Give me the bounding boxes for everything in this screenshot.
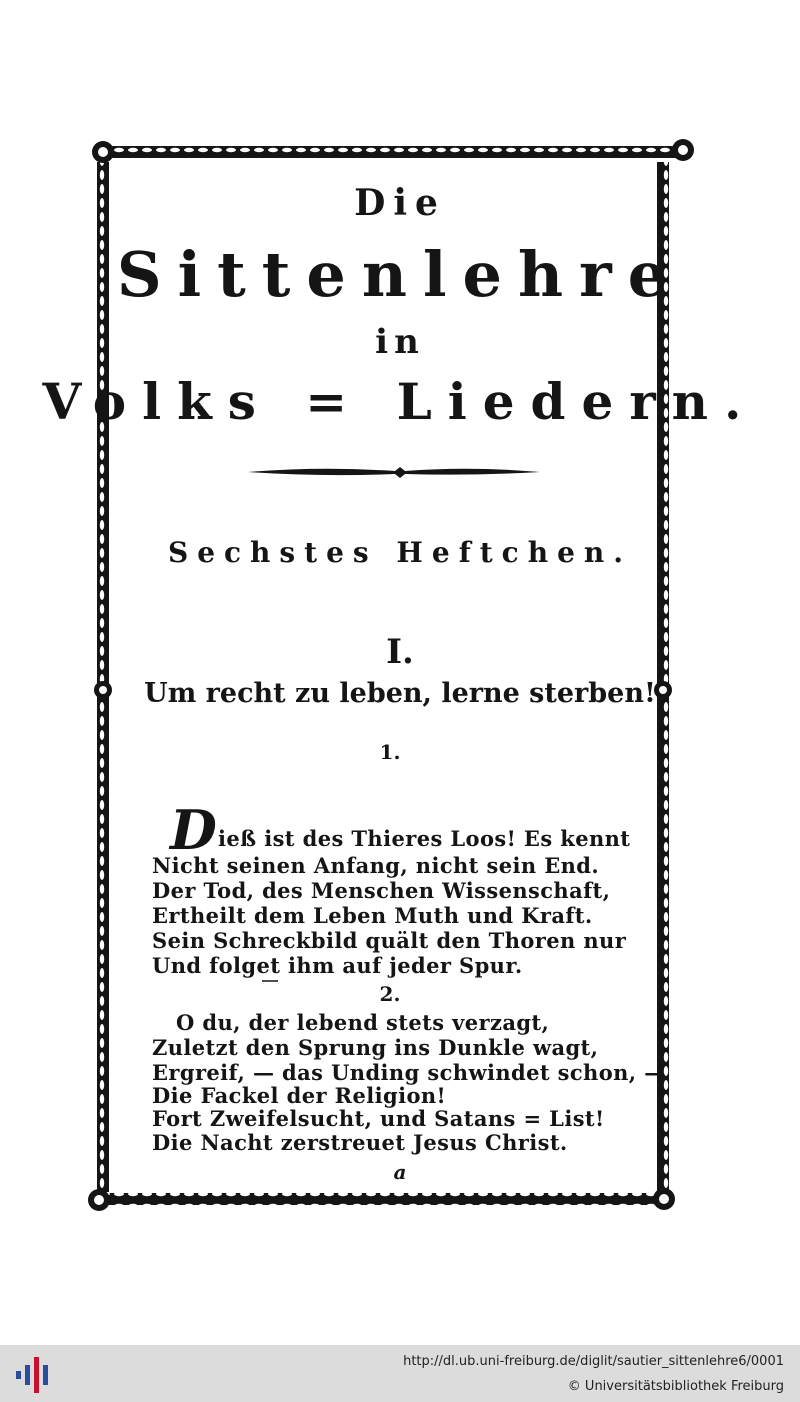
stanza-1-line-4: Ertheilt dem Leben Muth und Kraft. <box>152 903 593 928</box>
subtitle: Sechstes Heftchen. <box>167 536 633 569</box>
drop-capital: D <box>170 798 217 862</box>
title-line-sittenlehre: Sittenlehre <box>116 238 684 311</box>
title-line-die: Die <box>354 182 446 224</box>
stanza-1-line-1: ieß ist des Thieres Loos! Es kennt <box>218 826 631 851</box>
permalink-url[interactable]: http://dl.ub.uni-freiburg.de/diglit/sautier_sittenlehre6/0001 <box>403 1354 784 1369</box>
stanza-1-line-6: Und folget ihm auf jeder Spur. <box>152 953 523 978</box>
stanza-2-line-4: Die Fackel der Religion! <box>152 1083 447 1108</box>
stanza-1-line-2: Nicht seinen Anfang, nicht sein End. <box>152 853 600 878</box>
stanza-1-line-5: Sein Schreckbild quält den Thoren nur <box>152 928 627 953</box>
library-logo-icon <box>14 1355 54 1395</box>
title-line-in: in <box>375 322 425 362</box>
stanza-1-line-3: Der Tod, des Menschen Wissenschaft, <box>152 878 611 903</box>
stanza-2-line-2: Zuletzt den Sprung ins Dunkle wagt, <box>152 1035 599 1060</box>
stanza-number-1: 1. <box>379 740 401 764</box>
stanza-2-line-5: Fort Zweifelsucht, und Satans = List! <box>152 1106 605 1131</box>
stanza-2-line-3: Ergreif, — das Unding schwindet schon, — <box>152 1060 666 1085</box>
title-line-volksliedern: Volks = Liedern. <box>42 372 758 431</box>
signature-mark: a <box>393 1160 407 1184</box>
section-motto: Um recht zu leben, lerne sterben! <box>144 678 656 709</box>
library-footer <box>0 1345 800 1402</box>
copyright-notice: © Universitätsbibliothek Freiburg <box>567 1379 784 1394</box>
stanza-2-line-6: Die Nacht zerstreuet Jesus Christ. <box>152 1130 568 1155</box>
stanza-2-line-1: O du, der lebend stets verzagt, <box>176 1010 550 1035</box>
section-number: I. <box>386 632 414 672</box>
stanza-number-2: 2. <box>379 982 401 1006</box>
